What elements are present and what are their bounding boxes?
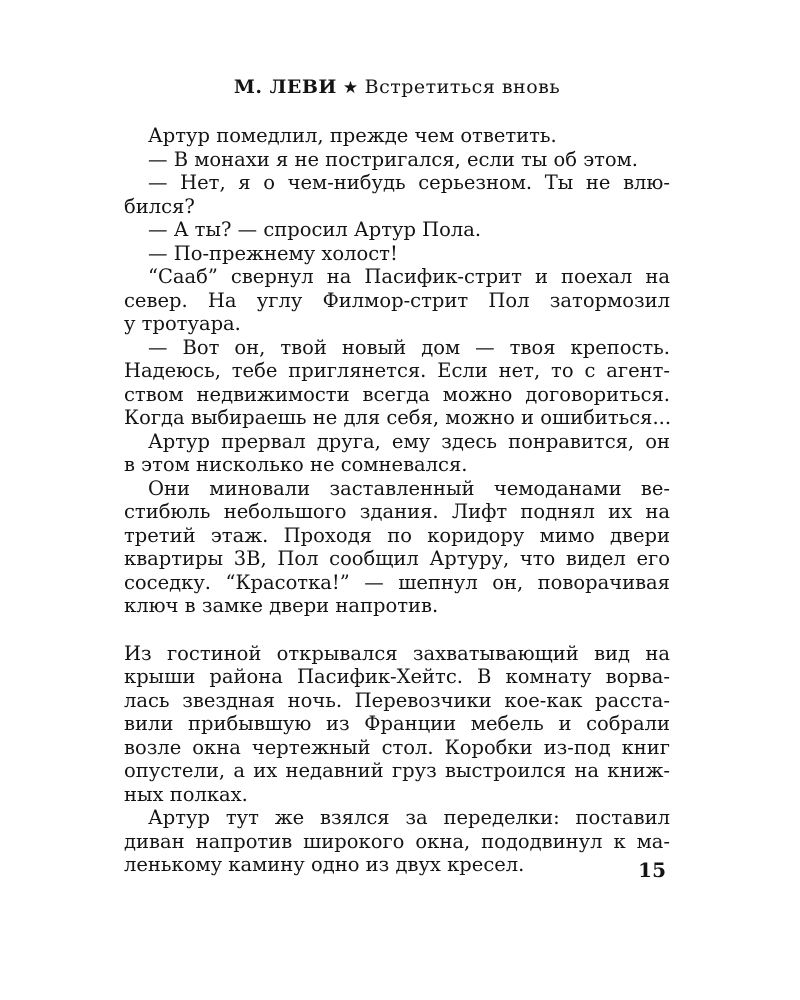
- text-line: у тротуара.: [124, 312, 241, 335]
- text-line: соседку. “Красотка!” — шепнул он, поворачивая: [124, 570, 670, 594]
- text-line: — По-прежнему холост!: [148, 241, 398, 265]
- text-line: возле окна чертежный стол. Коробки из-под книг: [124, 735, 670, 759]
- text-line: Артур тут же взялся за переделки: поставил: [148, 806, 670, 829]
- text-line: Когда выбираешь не для себя, можно и ошибиться...: [124, 406, 672, 429]
- paragraph: [124, 642, 670, 807]
- paragraph: [124, 171, 670, 218]
- text-line: ных полках.: [124, 782, 248, 806]
- paragraph: [124, 265, 670, 336]
- text-line: вили прибывшую из Франции мебель и собрали: [124, 712, 670, 735]
- text-line: Из гостиной открывался захватывающий вид на: [124, 641, 670, 665]
- running-head-author: М. ЛЕВИ: [233, 76, 337, 98]
- star-icon: ★: [342, 78, 359, 98]
- paragraph: [124, 430, 670, 477]
- text-line: опустели, а их недавний груз выстроился на книж-: [124, 759, 670, 782]
- page-number: 15: [638, 858, 666, 882]
- text-line: Надеюсь, тебе приглянется. Если нет, то с агент-: [124, 359, 670, 382]
- body-text: [124, 124, 670, 877]
- text-line: квартиры 3B, Пол сообщил Артуру, что видел его: [124, 547, 670, 570]
- text-line: — Вот он, твой новый дом — твоя крепость.: [148, 335, 670, 359]
- text-line: север. На углу Филмор-стрит Пол затормозил: [124, 288, 670, 312]
- text-line: крыши района Пасифик-Хейтс. В комнату ворва-: [124, 665, 670, 688]
- text-line: Артур прервал друга, ему здесь понравится, он: [148, 429, 670, 453]
- text-line: Артур помедлил, прежде чем ответить.: [148, 124, 557, 147]
- book-page: [124, 0, 670, 1000]
- text-line: Они миновали заставленный чемоданами ве-: [148, 476, 670, 500]
- text-line: ключ в замке двери напротив.: [124, 594, 439, 617]
- text-line: лась звездная ночь. Перевозчики кое-как расста-: [124, 688, 670, 712]
- text-line: — А ты? — спросил Артур Пола.: [148, 218, 482, 241]
- text-line: “Сааб” свернул на Пасифик-стрит и поехал на: [148, 265, 670, 288]
- text-line: диван напротив широкого окна, пододвинул к ма-: [124, 829, 670, 853]
- text-line: ством недвижимости всегда можно договориться.: [124, 382, 670, 406]
- text-line: — В монахи я не постригался, если ты об этом.: [148, 147, 639, 171]
- paragraph: [124, 806, 670, 877]
- text-line: третий этаж. Проходя по коридору мимо двери: [124, 523, 670, 547]
- text-line: в этом нисколько не сомневался.: [124, 453, 468, 476]
- paragraph: [124, 477, 670, 618]
- section-break: [124, 618, 670, 642]
- paragraph: [124, 336, 670, 430]
- paragraph: [124, 124, 670, 148]
- paragraph: [124, 242, 670, 266]
- running-head: [124, 76, 670, 98]
- text-line: стибюль небольшого здания. Лифт поднял их на: [124, 500, 670, 523]
- text-line: — Нет, я о чем-нибудь серьезном. Ты не влю-: [148, 171, 670, 194]
- paragraph: [124, 148, 670, 172]
- running-head-title: Встретиться вновь: [364, 76, 561, 98]
- text-line: ленькому камину одно из двух кресел.: [124, 853, 525, 876]
- paragraph: [124, 218, 670, 242]
- text-line: бился?: [124, 194, 195, 218]
